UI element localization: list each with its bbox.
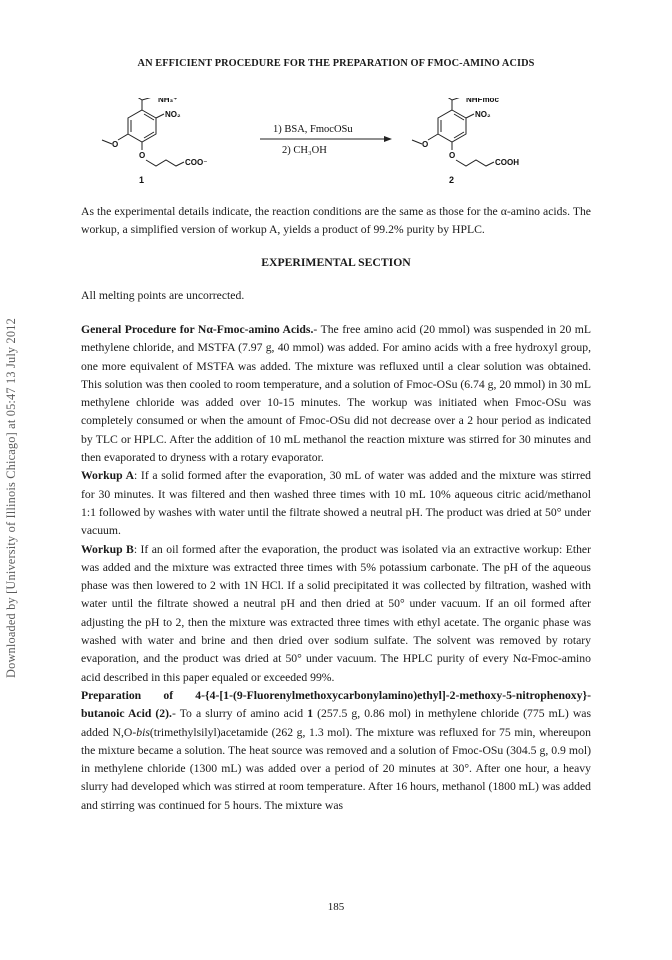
right-nitro-label: NO₂	[475, 110, 491, 119]
condition-2: 2) CH₃OH	[282, 145, 327, 156]
compound-ref: 1	[307, 707, 314, 721]
right-methoxy-o: O	[422, 140, 429, 149]
melting-point-note	[81, 287, 591, 305]
compound-number-2: 2	[449, 175, 455, 185]
melting-point-text: All melting points are uncorrected.	[81, 289, 245, 302]
preparation-text-1: - To a slurry of amino acid	[171, 707, 308, 721]
preparation-text-3: (trimethylsilyl)acetamide (262 g, 1.3 mol). The mixture was refluxed for 75 min, whereupon the mixture became a solution. The heat source was removed and a solution of Fmoc-OSu (304.5 g, 0.9 mol) in methylene chloride (1300 mL) was added over a period of 20 minutes at 30°. After one hour, a heavy slurry had developed which was stirred at room temperature. After 16 hours, methanol (1800 mL) was added and stirring was continued for 5 hours. The mixture was	[81, 725, 591, 812]
preparation-paragraph	[81, 687, 591, 815]
left-carboxylate-label: COO⁻	[185, 158, 208, 167]
left-benzene-ring	[128, 110, 156, 142]
page-number: 185	[327, 901, 345, 913]
download-watermark: Downloaded by [University of Illinois Chicago] at 05:47 13 July 2012	[4, 318, 18, 678]
general-procedure-text: - The free amino acid (20 mmol) was suspended in 20 mL methylene chloride, and MSTFA (7.97 g, 40 mmol) was added. For amino acids with a free hydroxyl group, one more equivalent of MSTFA was added. The mixture was refluxed until a clear solution was obtained. This solution was then cooled to room temperature, and a solution of Fmoc-OSu (6.74 g, 20 mmol) in 30 mL methylene chloride was added over 10-15 minutes. The workup was initiated when Fmoc-OSu was completely consumed or when the amount of Fmoc-OSu did not decrease over a 2 hour period as indicated by TLC or HPLC. After the addition of 10 mL methanol the reaction mixture was stirred for 30 minutes and then evaporated to dryness with a rotary evaporator.	[81, 323, 591, 465]
workup-a-text: : If a solid formed after the evaporation, 30 mL of water was added and the mixture was stirred for 30 minutes. It was filtered and then washed three times with 10 mL 10% aqueous citric acid/methanol 1:1 followed by washes with water until the filtrate showed a neutral pH. The product was dried at 50° under vacuum.	[81, 469, 591, 538]
workup-b-text: : If an oil formed after the evaporation, the product was isolated via an extractive workup: Ether was added and the mixture was extracted three times with 5% potassium carbonate. The pH of the aqueous phase was then lowered to 2 with 1N HCl. If a solid precipitated it was collected by filtration, washed with water until the filtrate showed a neutral pH and then dried at 50° under vacuum. If an oil formed after adjusting the pH to 2, then the mixture was extracted three times with ethyl acetate. The organic phase was washed with water and brine and then dried over sodium sulfate. The solvent was removed by rotary evaporation, and the product was dried at 50° under vacuum. The HPLC purity of every Nα-Fmoc-amino acid described in this paper equaled or exceeded 99%.	[81, 542, 592, 684]
left-nitro-label: NO₂	[165, 110, 181, 119]
reaction-scheme-svg	[84, 98, 588, 198]
left-methoxy-o: O	[112, 140, 119, 149]
right-ether-o: O	[449, 151, 456, 160]
workup-a-paragraph	[81, 467, 591, 540]
right-benzene-ring	[438, 110, 466, 142]
workup-b-paragraph	[81, 541, 591, 687]
preparation-heading: Preparation of 4-{4-[1-(9-Fluorenylmethoxycarbonylamino)ethyl]-2-methoxy-5-nitrophenoxy}-butanoic Acid (2).	[81, 688, 591, 721]
right-amine-label: NHFmoc	[466, 98, 499, 104]
reaction-scheme	[84, 98, 588, 198]
running-head: AN EFFICIENT PROCEDURE FOR THE PREPARATION OF FMOC-AMINO ACIDS	[137, 58, 535, 69]
arrow-head	[384, 136, 392, 142]
preparation-text-2: (257.5 g, 0.86 mol) in methylene chloride (775 mL) was added N,O-	[81, 707, 592, 739]
section-title: EXPERIMENTAL SECTION	[261, 256, 411, 269]
condition-1: 1) BSA, FmocOSu	[273, 124, 353, 135]
left-ether-o: O	[139, 151, 146, 160]
general-procedure-heading: General Procedure for Nα-Fmoc-amino Acids.	[81, 323, 314, 336]
right-acid-label: COOH	[495, 158, 519, 167]
intro-text: As the experimental details indicate, the reaction conditions are the same as those for the α-amino acids. The workup, a simplified version of workup A, yields a product of 99.2% purity by HPLC.	[81, 205, 591, 237]
workup-a-heading: Workup A	[81, 469, 135, 483]
bis-italic: bis	[136, 725, 150, 739]
intro-paragraph	[81, 203, 591, 240]
general-procedure-paragraph	[81, 321, 591, 467]
left-amine-label: NH₃⁺	[158, 98, 178, 104]
compound-number-1: 1	[139, 175, 145, 185]
experimental-body	[81, 321, 591, 815]
workup-b-heading: Workup B	[81, 542, 134, 556]
